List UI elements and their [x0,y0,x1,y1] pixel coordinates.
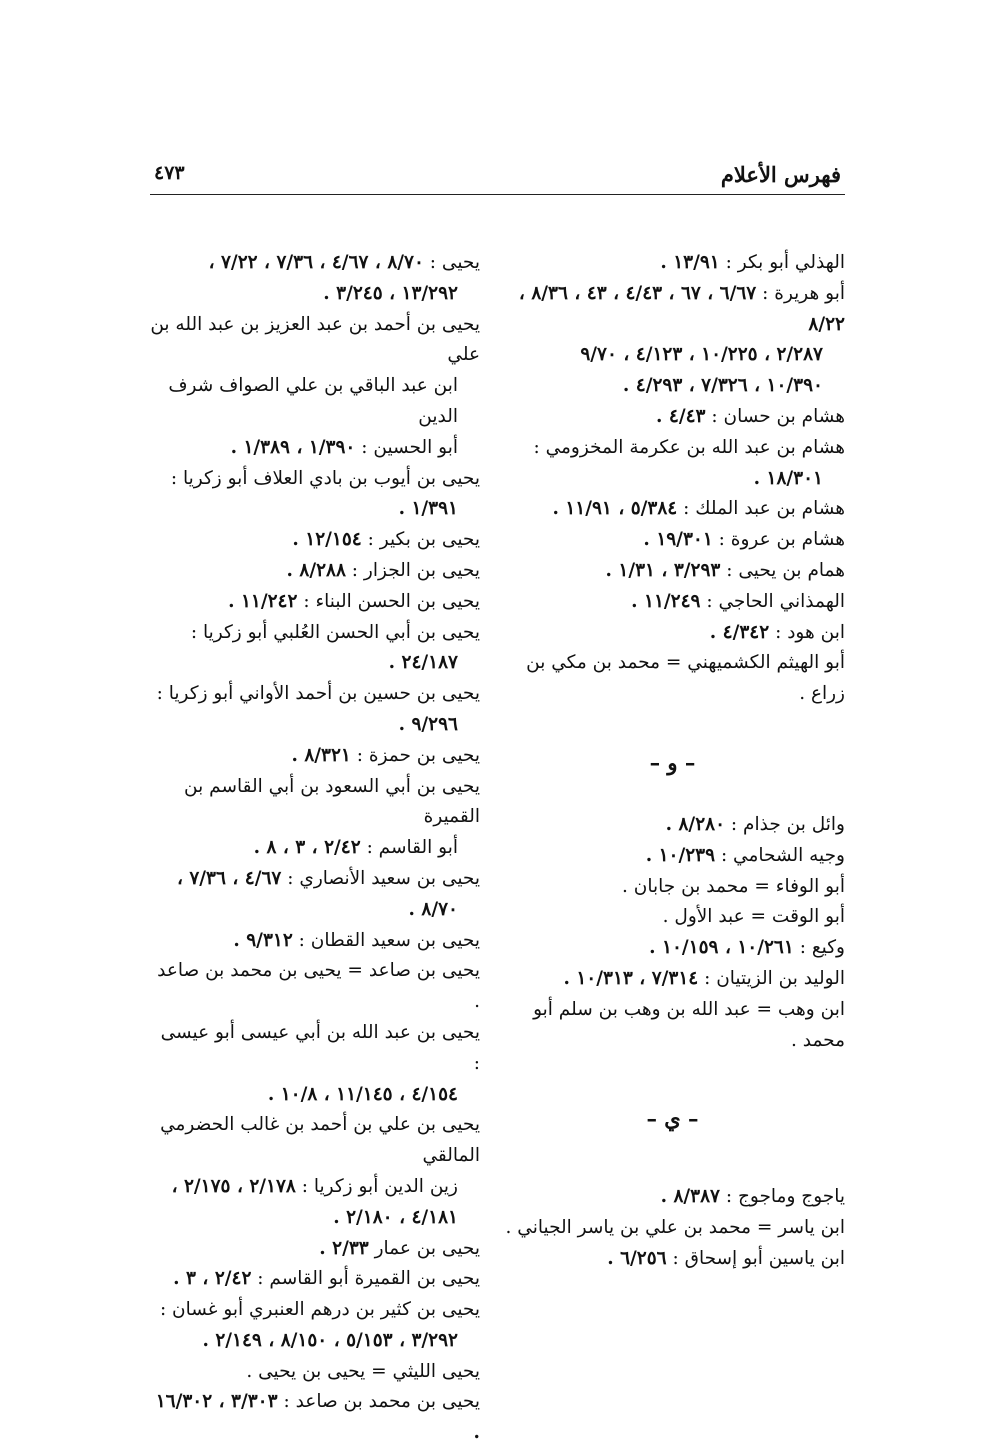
index-group-ha [500,248,845,710]
index-entry [150,1387,480,1449]
entry-references: ٦/٦٧ ، ٦٧ ، ٤/٤٣ ، ٤٣ ، ٨/٣٦ ، ٨/٢٢ [518,282,845,335]
index-entry [150,310,480,372]
entry-references: ١١/٢٤٢ . [228,590,298,612]
entry-references: ٨/٢٨٨ . [286,559,346,581]
entry-references: ٢٤/١٨٧ . [388,652,458,674]
entry-name: يحيى بن الجزار : [351,559,480,581]
page-header [150,150,845,195]
index-entry [150,1018,480,1080]
entry-name: همام بن يحيى : [726,559,845,581]
index-entry [150,741,480,772]
letter-heading-waw: – و – [649,749,696,775]
entry-name: يحيى بن محمد بن صاعد : [283,1391,480,1413]
entry-name: يحيى بن عمار [374,1237,480,1259]
entry-references: ٢/٤٢ ، ٣ ، ٨ . [253,837,361,859]
entry-references: ١٠/٢٦١ ، ١٠/١٥٩ . [649,937,794,959]
entry-name: يحيى بن سعيد الأنصاري : [287,867,480,889]
entry-references: ٥/٣٨٤ ، ١١/٩١ . [552,498,678,520]
entry-references: ٤/٦٧ ، ٧/٣٦ ، [176,867,282,889]
index-entry [150,587,480,618]
entry-name: يحيى بن الحسن البناء : [303,590,480,612]
entry-name: يحيى بن علي بن أحمد بن غالب الحضرمي المالقي [160,1114,480,1167]
entry-name: الوليد بن الزيتيان : [704,967,845,989]
index-entry-continuation [150,648,480,679]
index-entry [150,248,480,279]
index-entry [500,1244,845,1275]
entry-name: الهذلي أبو بكر : [725,252,845,273]
entry-name: وجيه الشحامي : [720,844,845,866]
index-entry-continuation [150,1172,480,1203]
entry-references: ٢/٤٢ ، ٣ . [173,1268,252,1290]
entry-name: يحيى بن القميرة أبو القاسم : [257,1268,480,1290]
entry-name: يحيى بن أحمد بن عبد العزيز بن عبد الله بن علي [150,313,480,366]
index-entry [500,587,845,618]
entry-references: ٤/٣٤٢ . [709,621,770,643]
entry-name: ابن ياسر = محمد بن علي بن ياسر الجياني . [505,1217,845,1239]
index-entry [500,1182,845,1213]
index-entry-continuation [150,895,480,926]
entry-name: زين الدين أبو زكريا : [301,1175,458,1197]
right-column [500,248,845,1275]
entry-references: ٨/٧٠ ، ٤/٦٧ ، ٧/٣٦ ، ٧/٢٢ ، [208,252,424,273]
index-group-waw [500,810,845,1056]
index-entry-continuation [150,710,480,741]
entry-name: هشام بن عبد الله بن عكرمة المخزومي : [533,436,845,458]
index-entry [500,279,845,341]
entry-name: ابن ياسين أبو إسحاق : [672,1247,845,1269]
index-entry [150,556,480,587]
index-entry [150,618,480,649]
entry-name: يحيى بن بكير : [367,529,480,551]
index-entry [500,618,845,649]
entry-references: ٤/٤٣ . [656,405,706,427]
entry-name: أبو الوفاء = محمد بن جابان . [622,875,845,897]
entry-name: وائل بن جذام : [730,813,845,835]
index-entry [150,1295,480,1326]
entry-references: ١٩/٣٠١ . [643,529,713,551]
index-entry-continuation [150,433,480,464]
letter-heading-ya: – ي – [646,1106,699,1132]
index-entry [150,956,480,1018]
entry-name: أبو هريرة : [762,282,845,304]
entry-references: ٨/٣٢١ . [291,744,351,766]
entry-name: هشام بن حسان : [711,405,845,427]
index-group-ya [500,1182,845,1274]
entry-references: ٣/٢٩٢ ، ٥/١٥٣ ، ٨/١٥٠ ، ٢/١٤٩ . [202,1329,458,1351]
index-entry [150,525,480,556]
index-entry [500,248,845,279]
entry-references: ١٨/٣٠١ . [753,467,823,489]
entry-name: هشام بن عبد الملك : [683,498,845,520]
entry-references: ١١/٢٤٩ . [631,590,701,612]
entry-references: ١٣/٢٩٢ ، ٣/٢٤٥ . [323,282,458,304]
entry-name: يحيى بن سعيد القطان : [298,929,480,951]
index-entry [500,556,845,587]
entry-references: ٩/٢٩٦ . [398,713,458,735]
index-group-yahya [150,248,480,1449]
index-entry [500,810,845,841]
index-entry-continuation [500,371,845,402]
entry-references: ٦/٢٥٦ . [607,1247,667,1269]
entry-name: ابن عبد الباقي بن علي الصواف شرف الدين [168,375,458,427]
index-entry [150,926,480,957]
entry-name: هشام بن عروة : [718,529,845,551]
index-entry-continuation [500,464,845,495]
entry-references: ٨/٢٨٠ . [665,813,726,835]
page-number: ٤٧٣ [154,162,185,184]
entry-references: ٣/٢٩٣ ، ١/٣١ . [605,559,721,581]
entry-references: ٣/٣٠٣ ، ١٦/٣٠٢ . [155,1391,480,1444]
index-entry [500,933,845,964]
entry-references: ١٣/٩١ . [660,252,720,273]
entry-references: ٩/٣١٢ . [233,929,293,951]
entry-name: يحيى بن أيوب بن بادي العلاف أبو زكريا : [170,467,480,489]
index-entry [500,872,845,903]
left-column [150,248,480,1449]
index-entry [500,402,845,433]
entry-name: أبو الوقت = عبد الأول . [662,906,845,928]
index-entry [150,772,480,834]
entry-name: أبو القاسم : [366,837,458,859]
index-entry-continuation [150,494,480,525]
entry-name: يحيى الليثي = يحيى بن يحيى . [246,1360,480,1382]
index-entry-continuation [150,371,480,433]
index-entry [500,995,845,1057]
entry-name: أبو الحسين : [361,436,458,458]
entry-references: ٨/٣٨٧ . [660,1186,720,1208]
index-entry [150,1357,480,1388]
entry-name: وكيع : [799,937,845,959]
index-entry [500,433,845,464]
index-entry [500,1213,845,1244]
entry-name: يحيى بن أبي السعود بن أبي القاسم بن القميرة [184,775,480,828]
entry-name: يحيى بن عبد الله بن أبي عيسى أبو عيسى : [160,1021,480,1074]
entry-name: يحيى بن أبي الحسن العُلبي أبو زكريا : [190,621,480,643]
index-entry [150,1264,480,1295]
entry-references: ١/٣٩٠ ، ١/٣٨٩ . [230,436,356,458]
entry-references: ٤/١٨١ ، ٢/١٨٠ . [333,1206,458,1228]
running-header-title: فهرس الأعلام [720,162,841,187]
index-entry [500,841,845,872]
entry-references: ٢/٢٨٧ ، ١٠/٢٢٥ ، ٤/١٢٣ ، ٩/٧٠ [580,344,823,366]
index-entry [150,464,480,495]
index-entry-continuation [150,833,480,864]
entry-name: أبو الهيثم الكشميهني = محمد بن مكي بن زراع . [526,652,845,705]
index-entry-continuation [150,1326,480,1357]
entry-references: ١٢/١٥٤ . [292,529,362,551]
index-entry [500,964,845,995]
entry-references: ١/٣٩١ . [398,498,458,520]
index-entry [150,1234,480,1265]
entry-name: يحيى بن كثير بن درهم العنبري أبو غسان : [159,1299,480,1321]
entry-references: ٧/٣١٤ ، ١٠/٣١٣ . [563,967,699,989]
index-entry [150,1110,480,1172]
index-entry [500,525,845,556]
entry-name: يحيى بن حسين بن أحمد الأواني أبو زكريا : [156,683,480,705]
index-entry [500,902,845,933]
entry-name: ابن هود : [775,621,845,643]
index-entry-continuation [150,1203,480,1234]
entry-references: ٢/٣٣ . [319,1237,369,1259]
entry-references: ٢/١٧٨ ، ٢/١٧٥ ، [171,1175,296,1197]
index-entry-continuation [150,279,480,310]
entry-name: الهمذاني الحاجي : [706,590,845,612]
entry-references: ١٠/٢٣٩ . [645,844,716,866]
index-entry-continuation [150,1080,480,1111]
entry-name: يحيى بن حمزة : [356,744,480,766]
index-entry-continuation [500,340,845,371]
entry-references: ٨/٧٠ . [408,898,458,920]
entry-references: ١٠/٣٩٠ ، ٧/٣٢٦ ، ٤/٢٩٣ . [622,375,823,397]
entry-name: ابن وهب = عبد الله بن وهب بن سلم أبو محمد . [533,998,845,1051]
index-entry [500,648,845,710]
entry-references: ٤/١٥٤ ، ١١/١٤٥ ، ١٠/٨ . [267,1083,458,1105]
entry-name: يحيى : [429,252,480,273]
entry-name: ياجوج وماجوج : [725,1186,845,1208]
index-entry [500,494,845,525]
entry-name: يحيى بن صاعد = يحيى بن محمد بن صاعد . [157,960,480,1013]
index-entry [150,864,480,895]
index-entry [150,679,480,710]
